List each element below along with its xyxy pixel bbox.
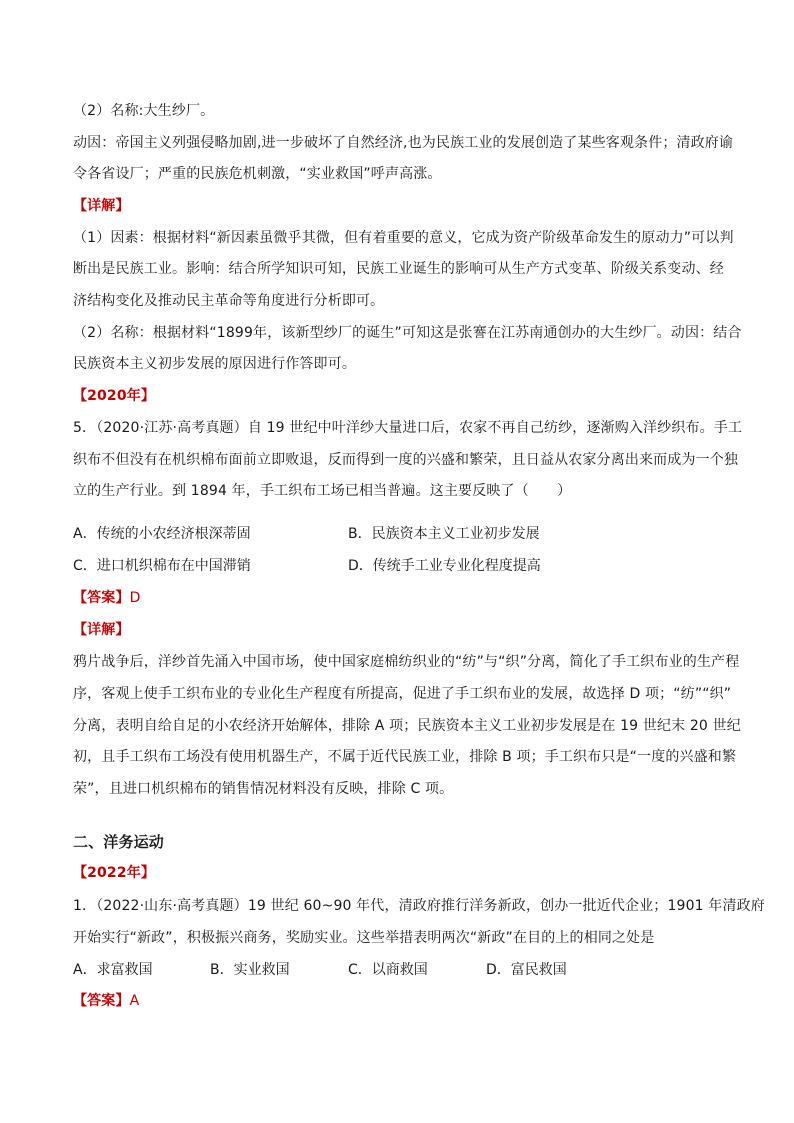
explain-line-4: 初，且手工织布工场没有使用机器生产，不属于近代民族工业，排除 B 项；手工织布只是“一度的兴盛和繁 [73, 749, 737, 765]
detail-tag: 【详解】 [73, 198, 130, 214]
section-title: 二、洋务运动 [73, 833, 164, 851]
explain-line-3: 分离，表明自给自足的小农经济开始解体，排除 A 项；民族资本主义工业初步发展是在 19 世纪末 20 世纪 [73, 718, 741, 734]
detail-line-5: 民族资本主义初步发展的原因进行作答即可。 [73, 356, 356, 372]
question-1-line-2: 开始实行“新政”，积极振兴商务，奖励实业。这些举措表明两次“新政”在目的上的相同之处是 [73, 930, 655, 946]
answer-name-line: （2）名称:大生纱厂。 [73, 103, 215, 119]
detail-line-3: 济结构变化及推动民主革命等角度进行分析即可。 [73, 293, 385, 309]
q5-option-a: A．传统的小农经济根深蒂固 [73, 526, 251, 542]
q5-answer [73, 588, 141, 608]
answer-tag: 【答案】 [73, 590, 130, 606]
year-2020-tag: 【2020年】 [73, 388, 156, 404]
question-1-line-1: 1．（2022·山东·高考真题）19 世纪 60~90 年代，清政府推行洋务新政，创办一批近代企业；1901 年清政府 [73, 898, 765, 914]
motive-line-1: 动因：帝国主义列强侵略加剧,进一步破坏了自然经济,也为民族工业的发展创造了某些客观条件；清政府谕 [73, 135, 734, 151]
detail-line-1: （1）因素：根据材料“新因素虽微乎其微，但有着重要的意义，它成为资产阶级革命发生的原动力”可以判 [73, 230, 734, 246]
q5-option-c: C．进口机织棉布在中国滞销 [73, 558, 251, 574]
q1-option-d: D．富民救国 [486, 962, 567, 978]
question-5-line-2: 织布不但没有在机织棉布面前立即败退，反而得到一度的兴盛和繁荣，且日益从农家分离出来而成为一个独 [73, 452, 739, 468]
q1-option-c: C．以商救国 [348, 962, 428, 978]
explain-line-2: 序，客观上使手工织布业的专业化生产程度有所提高，促进了手工织布业的发展，故选择 D 项；“纺”“织” [73, 686, 732, 702]
q1-option-a: A．求富救国 [73, 962, 153, 978]
answer-tag-2: 【答案】 [73, 993, 130, 1009]
detail-tag-2: 【详解】 [73, 622, 130, 638]
q5-option-d: D．传统手工业专业化程度提高 [348, 558, 541, 574]
q1-answer [73, 991, 139, 1011]
explain-line-5: 荣”，且进口机织棉布的销售情况材料没有反映，排除 C 项。 [73, 781, 454, 797]
q1-option-b: B．实业救国 [210, 962, 290, 978]
detail-line-2: 断出是民族工业。影响：结合所学知识可知，民族工业诞生的影响可从生产方式变革、阶级关系变动、经 [73, 261, 724, 277]
explain-line-1: 鸦片战争后，洋纱首先涌入中国市场，使中国家庭棉纺织业的“纺”与“织”分离，简化了手工织布业的生产程 [73, 654, 740, 670]
q1-answer-letter: A [129, 993, 140, 1009]
detail-line-4: （2）名称：根据材料“1899年，该新型纱厂的诞生”可知这是张謇在江苏南通创办的大生纱厂。动因：结合 [73, 325, 742, 341]
q5-answer-letter: D [129, 590, 141, 606]
motive-line-2: 令各省设厂；严重的民族危机刺激，“实业救国”呼声高涨。 [73, 166, 442, 182]
q5-option-b: B．民族资本主义工业初步发展 [348, 526, 540, 542]
question-5-line-1: 5．（2020·江苏·高考真题）自 19 世纪中叶洋纱大量进口后，农家不再自己纺纱，逐渐购入洋纱织布。手工 [73, 420, 743, 436]
year-2022-tag: 【2022年】 [73, 865, 156, 881]
question-5-line-3: 立的生产行业。到 1894 年，手工织布工场已相当普遍。这主要反映了（ ） [73, 483, 572, 499]
